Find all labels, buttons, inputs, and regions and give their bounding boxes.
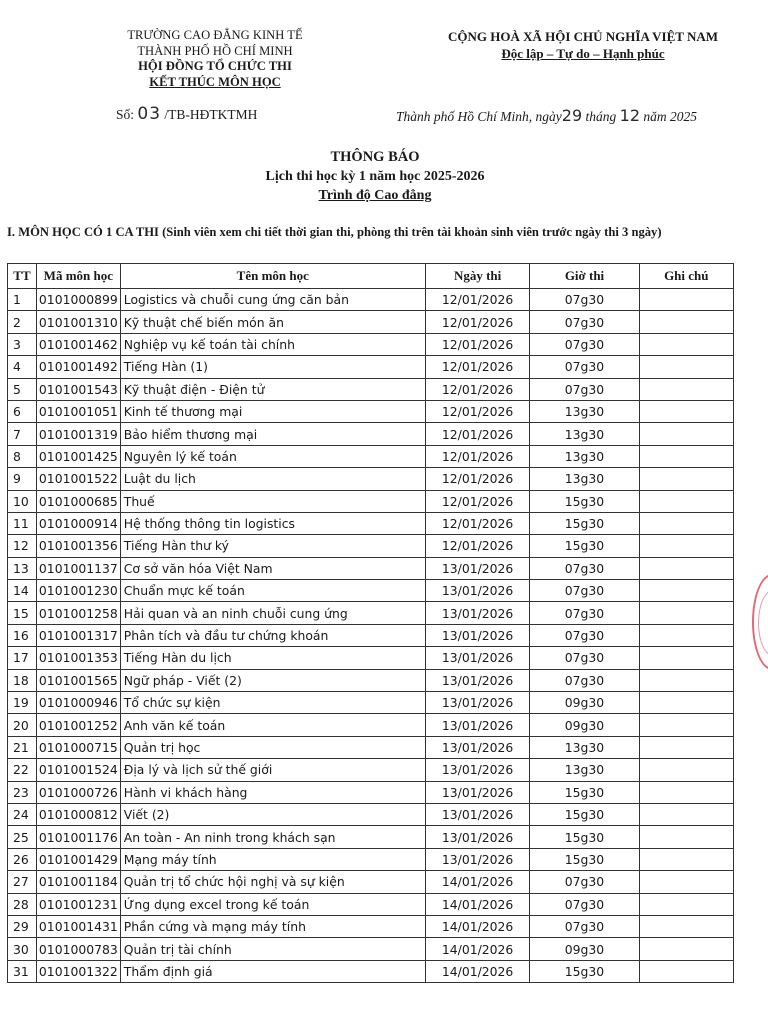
note: [639, 468, 733, 490]
exam-time: 09g30: [530, 938, 639, 960]
exam-date: 13/01/2026: [425, 826, 530, 848]
course-name: Tiếng Hàn du lịch: [120, 647, 425, 669]
exam-date: 12/01/2026: [425, 378, 530, 400]
row-number: 17: [8, 647, 37, 669]
exam-time: 15g30: [530, 781, 639, 803]
course-name: Tiếng Hàn thư ký: [120, 535, 425, 557]
course-name: Quản trị tài chính: [120, 938, 425, 960]
section-heading: I. MÔN HỌC CÓ 1 CA THI (Sinh viên xem chi tiết thời gian thi, phòng thi trên tài khoản sinh viên trước ngày thi 3 ngày): [7, 225, 662, 239]
col-header-date: Ngày thi: [425, 264, 530, 289]
course-code: 0101001137: [36, 557, 120, 579]
col-header-note: Ghi chú: [639, 264, 733, 289]
exam-date: 13/01/2026: [425, 803, 530, 825]
table-row: [8, 848, 734, 870]
course-code: 0101000685: [36, 490, 120, 512]
table-row: [8, 803, 734, 825]
issuer-city: THÀNH PHỐ HỒ CHÍ MINH: [137, 43, 293, 58]
row-number: 4: [8, 356, 37, 378]
exam-time: 13g30: [530, 445, 639, 467]
course-code: 0101001462: [36, 333, 120, 355]
exam-time: 15g30: [530, 848, 639, 870]
row-number: 1: [8, 289, 37, 311]
exam-time: 09g30: [530, 692, 639, 714]
row-number: 6: [8, 400, 37, 422]
table-row: [8, 938, 734, 960]
table-row: [8, 669, 734, 691]
notice-title: THÔNG BÁO: [330, 149, 420, 165]
exam-date: 13/01/2026: [425, 580, 530, 602]
note: [639, 960, 733, 982]
row-number: 13: [8, 557, 37, 579]
note: [639, 602, 733, 624]
exam-date: 13/01/2026: [425, 669, 530, 691]
course-name: Cơ sở văn hóa Việt Nam: [120, 557, 425, 579]
course-name: Quản trị học: [120, 736, 425, 758]
table-row: [8, 826, 734, 848]
row-number: 25: [8, 826, 37, 848]
exam-date: 13/01/2026: [425, 848, 530, 870]
course-name: Hành vi khách hàng: [120, 781, 425, 803]
row-number: 7: [8, 423, 37, 445]
table-header-row: [8, 264, 734, 289]
exam-date: 12/01/2026: [425, 311, 530, 333]
note: [639, 289, 733, 311]
exam-time: 07g30: [530, 669, 639, 691]
row-number: 29: [8, 915, 37, 937]
exam-date: 13/01/2026: [425, 624, 530, 646]
course-code: 0101000899: [36, 289, 120, 311]
row-number: 14: [8, 580, 37, 602]
exam-date: 12/01/2026: [425, 356, 530, 378]
note: [639, 781, 733, 803]
note: [639, 736, 733, 758]
table-row: [8, 356, 734, 378]
course-name: Hải quan và an ninh chuỗi cung ứng: [120, 602, 425, 624]
exam-date: 12/01/2026: [425, 400, 530, 422]
course-code: 0101001543: [36, 378, 120, 400]
exam-date: 12/01/2026: [425, 333, 530, 355]
course-name: Bảo hiểm thương mại: [120, 423, 425, 445]
course-code: 0101001184: [36, 871, 120, 893]
row-number: 3: [8, 333, 37, 355]
col-header-name: Tên môn học: [120, 264, 425, 289]
col-header-tt: TT: [8, 264, 37, 289]
row-number: 12: [8, 535, 37, 557]
course-code: 0101001492: [36, 356, 120, 378]
issuer-header: [100, 28, 330, 90]
exam-date: 14/01/2026: [425, 938, 530, 960]
date-month: 12: [619, 106, 640, 125]
table-row: [8, 468, 734, 490]
exam-time: 07g30: [530, 311, 639, 333]
exam-schedule-body: [8, 289, 734, 983]
note: [639, 311, 733, 333]
table-row: [8, 714, 734, 736]
exam-time: 07g30: [530, 871, 639, 893]
course-code: 0101001176: [36, 826, 120, 848]
exam-date: 12/01/2026: [425, 512, 530, 534]
date-place: Thành phố Hồ Chí Minh, ngày: [396, 109, 562, 124]
exam-time: 15g30: [530, 535, 639, 557]
exam-time: 15g30: [530, 826, 639, 848]
document-number: [116, 104, 257, 124]
row-number: 23: [8, 781, 37, 803]
course-code: 0101001565: [36, 669, 120, 691]
exam-time: 07g30: [530, 356, 639, 378]
exam-time: 15g30: [530, 803, 639, 825]
row-number: 2: [8, 311, 37, 333]
course-name: Địa lý và lịch sử thế giới: [120, 759, 425, 781]
exam-date: 12/01/2026: [425, 289, 530, 311]
course-code: 0101001425: [36, 445, 120, 467]
course-code: 0101001356: [36, 535, 120, 557]
course-name: Quản trị tổ chức hội nghị và sự kiện: [120, 871, 425, 893]
notice-level: Trình độ Cao đẳng: [318, 188, 432, 203]
exam-date: 13/01/2026: [425, 692, 530, 714]
doc-number-value: 03: [137, 104, 162, 124]
issuer-council: HỘI ĐỒNG TỔ CHỨC THI: [138, 59, 292, 73]
table-row: [8, 535, 734, 557]
note: [639, 445, 733, 467]
row-number: 19: [8, 692, 37, 714]
row-number: 10: [8, 490, 37, 512]
note: [639, 378, 733, 400]
row-number: 9: [8, 468, 37, 490]
course-code: 0101000783: [36, 938, 120, 960]
course-code: 0101000914: [36, 512, 120, 534]
course-name: Viết (2): [120, 803, 425, 825]
exam-time: 07g30: [530, 333, 639, 355]
issue-date: [396, 106, 697, 125]
table-row: [8, 759, 734, 781]
exam-date: 12/01/2026: [425, 490, 530, 512]
course-name: Nghiệp vụ kế toán tài chính: [120, 333, 425, 355]
row-number: 22: [8, 759, 37, 781]
table-row: [8, 647, 734, 669]
note: [639, 759, 733, 781]
national-motto: Độc lập – Tự do – Hạnh phúc: [501, 46, 665, 61]
exam-time: 13g30: [530, 400, 639, 422]
table-row: [8, 289, 734, 311]
course-name: Ứng dụng excel trong kế toán: [120, 893, 425, 915]
course-name: Ngữ pháp - Viết (2): [120, 669, 425, 691]
course-name: Thuế: [120, 490, 425, 512]
course-name: Kinh tế thương mại: [120, 400, 425, 422]
col-header-code: Mã môn học: [36, 264, 120, 289]
row-number: 16: [8, 624, 37, 646]
course-code: 0101000726: [36, 781, 120, 803]
course-name: Tổ chức sự kiện: [120, 692, 425, 714]
course-name: Mạng máy tính: [120, 848, 425, 870]
exam-time: 07g30: [530, 557, 639, 579]
row-number: 11: [8, 512, 37, 534]
col-header-time: Giờ thi: [530, 264, 639, 289]
exam-time: 15g30: [530, 960, 639, 982]
course-code: 0101001051: [36, 400, 120, 422]
row-number: 15: [8, 602, 37, 624]
note: [639, 803, 733, 825]
national-motto-header: [418, 28, 748, 62]
date-month-label: tháng: [585, 109, 617, 124]
exam-date: 13/01/2026: [425, 602, 530, 624]
course-code: 0101001317: [36, 624, 120, 646]
course-name: Logistics và chuỗi cung ứng căn bản: [120, 289, 425, 311]
note: [639, 333, 733, 355]
exam-time: 15g30: [530, 512, 639, 534]
row-number: 8: [8, 445, 37, 467]
course-name: Chuẩn mực kế toán: [120, 580, 425, 602]
course-name: Kỹ thuật chế biến món ăn: [120, 311, 425, 333]
table-row: [8, 333, 734, 355]
course-code: 0101000946: [36, 692, 120, 714]
exam-date: 13/01/2026: [425, 759, 530, 781]
table-row: [8, 378, 734, 400]
row-number: 5: [8, 378, 37, 400]
date-year: năm 2025: [643, 109, 697, 124]
exam-date: 13/01/2026: [425, 781, 530, 803]
note: [639, 557, 733, 579]
note: [639, 356, 733, 378]
exam-date: 13/01/2026: [425, 714, 530, 736]
exam-time: 15g30: [530, 490, 639, 512]
course-name: Phần cứng và mạng máy tính: [120, 915, 425, 937]
exam-time: 07g30: [530, 624, 639, 646]
exam-date: 13/01/2026: [425, 736, 530, 758]
exam-date: 12/01/2026: [425, 423, 530, 445]
exam-time: 07g30: [530, 893, 639, 915]
issuer-school-name: TRƯỜNG CAO ĐẲNG KINH TẾ: [127, 28, 303, 42]
table-row: [8, 781, 734, 803]
exam-date: 12/01/2026: [425, 468, 530, 490]
exam-date: 12/01/2026: [425, 535, 530, 557]
doc-number-prefix: Số:: [116, 107, 135, 122]
exam-time: 13g30: [530, 468, 639, 490]
exam-schedule-table: [7, 263, 734, 983]
note: [639, 490, 733, 512]
course-name: Anh văn kế toán: [120, 714, 425, 736]
course-code: 0101001322: [36, 960, 120, 982]
exam-date: 14/01/2026: [425, 960, 530, 982]
row-number: 24: [8, 803, 37, 825]
exam-time: 07g30: [530, 915, 639, 937]
exam-time: 09g30: [530, 714, 639, 736]
row-number: 30: [8, 938, 37, 960]
course-code: 0101001522: [36, 468, 120, 490]
table-row: [8, 490, 734, 512]
course-name: Luật du lịch: [120, 468, 425, 490]
exam-time: 13g30: [530, 736, 639, 758]
table-row: [8, 423, 734, 445]
note: [639, 714, 733, 736]
note: [639, 512, 733, 534]
exam-time: 13g30: [530, 423, 639, 445]
table-row: [8, 915, 734, 937]
exam-time: 07g30: [530, 580, 639, 602]
table-row: [8, 445, 734, 467]
issuer-council-sub: KẾT THÚC MÔN HỌC: [149, 74, 281, 89]
exam-date: 13/01/2026: [425, 647, 530, 669]
notice-subtitle: Lịch thi học kỳ 1 năm học 2025-2026: [265, 169, 485, 184]
note: [639, 647, 733, 669]
note: [639, 826, 733, 848]
course-name: Thẩm định giá: [120, 960, 425, 982]
row-number: 26: [8, 848, 37, 870]
course-name: Phân tích và đầu tư chứng khoán: [120, 624, 425, 646]
table-row: [8, 602, 734, 624]
note: [639, 938, 733, 960]
exam-date: 13/01/2026: [425, 557, 530, 579]
note: [639, 893, 733, 915]
table-row: [8, 871, 734, 893]
course-code: 0101000715: [36, 736, 120, 758]
row-number: 20: [8, 714, 37, 736]
exam-date: 14/01/2026: [425, 893, 530, 915]
exam-time: 07g30: [530, 647, 639, 669]
note: [639, 848, 733, 870]
exam-date: 14/01/2026: [425, 915, 530, 937]
notice-title-block: [180, 147, 570, 205]
course-name: Tiếng Hàn (1): [120, 356, 425, 378]
course-name: Kỹ thuật điện - Điện tử: [120, 378, 425, 400]
course-name: An toàn - An ninh trong khách sạn: [120, 826, 425, 848]
note: [639, 580, 733, 602]
row-number: 21: [8, 736, 37, 758]
table-row: [8, 893, 734, 915]
country-name: CỘNG HOÀ XÃ HỘI CHỦ NGHĨA VIỆT NAM: [447, 29, 719, 44]
course-name: Nguyên lý kế toán: [120, 445, 425, 467]
note: [639, 624, 733, 646]
note: [639, 669, 733, 691]
course-code: 0101001252: [36, 714, 120, 736]
course-name: Hệ thống thông tin logistics: [120, 512, 425, 534]
note: [639, 400, 733, 422]
note: [639, 692, 733, 714]
table-row: [8, 311, 734, 333]
table-row: [8, 692, 734, 714]
table-row: [8, 400, 734, 422]
note: [639, 535, 733, 557]
note: [639, 423, 733, 445]
date-day: 29: [561, 106, 583, 125]
note: [639, 871, 733, 893]
table-row: [8, 512, 734, 534]
row-number: 18: [8, 669, 37, 691]
course-code: 0101001230: [36, 580, 120, 602]
course-code: 0101001319: [36, 423, 120, 445]
exam-time: 13g30: [530, 759, 639, 781]
table-row: [8, 736, 734, 758]
row-number: 28: [8, 893, 37, 915]
course-code: 0101001429: [36, 848, 120, 870]
table-row: [8, 960, 734, 982]
exam-date: 14/01/2026: [425, 871, 530, 893]
course-code: 0101000812: [36, 803, 120, 825]
course-code: 0101001258: [36, 602, 120, 624]
row-number: 27: [8, 871, 37, 893]
table-row: [8, 580, 734, 602]
exam-date: 12/01/2026: [425, 445, 530, 467]
course-code: 0101001310: [36, 311, 120, 333]
table-row: [8, 624, 734, 646]
note: [639, 915, 733, 937]
course-code: 0101001231: [36, 893, 120, 915]
exam-time: 07g30: [530, 602, 639, 624]
course-code: 0101001353: [36, 647, 120, 669]
exam-time: 07g30: [530, 378, 639, 400]
row-number: 31: [8, 960, 37, 982]
course-code: 0101001431: [36, 915, 120, 937]
course-code: 0101001524: [36, 759, 120, 781]
exam-time: 07g30: [530, 289, 639, 311]
doc-number-suffix: /TB-HĐTKTMH: [164, 107, 258, 122]
table-row: [8, 557, 734, 579]
